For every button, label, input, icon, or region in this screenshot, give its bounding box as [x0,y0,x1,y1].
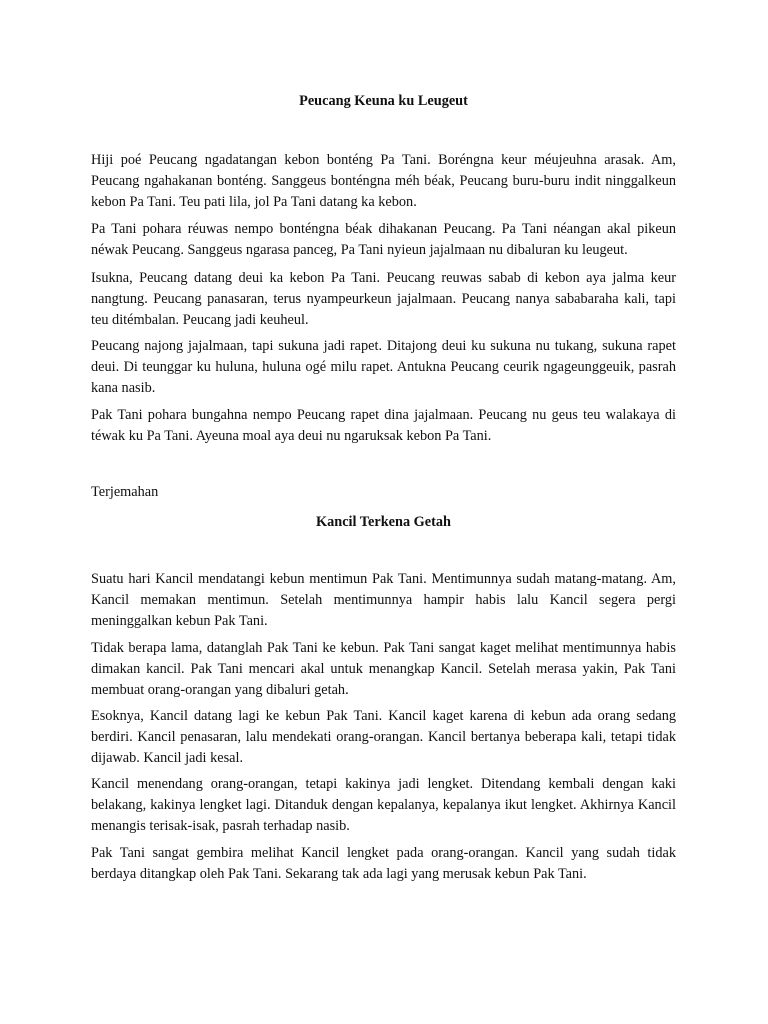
sundanese-paragraph-4: Peucang najong jajalmaan, tapi sukuna jadi rapet. Ditajong deui ku sukuna nu tukang, sukuna rapet deui. Di teunggar ku huluna, huluna ogé milu rapet. Antukna Peucang ceurik ngageunggeuik, pasrah kana nasib. [91,338,676,396]
indonesian-title: Kancil Terkena Getah [315,514,452,530]
sundanese-paragraph-3: Isukna, Peucang datang deui ka kebon Pa Tani. Peucang reuwas sabab di kebon aya jalma keur nangtung. Peucang panasaran, terus nyampeurkeun jajalmaan. Peucang nanya sababaraha kali, tapi teu ditémbalan. Peucang jadi keuheul. [91,270,676,328]
indonesian-paragraph-1: Suatu hari Kancil mendatangi kebun mentimun Pak Tani. Mentimunnya sudah matang-matang. Am, Kancil memakan mentimun. Setelah mentimunnya hampir habis lalu Kancil segera pergi meninggalkan kebun Pak Tani. [91,571,676,629]
sundanese-paragraph-5: Pak Tani pohara bungahna nempo Peucang rapet dina jajalmaan. Peucang nu geus teu walakaya di téwak ku Pa Tani. Ayeuna moal aya deui nu ngaruksak kebon Pa Tani. [91,407,676,444]
sundanese-title: Peucang Keuna ku Leugeut [299,93,468,109]
sundanese-paragraph-2: Pa Tani pohara réuwas nempo bonténgna béak dihakanan Peucang. Pa Tani néangan akal pikeun néwak Peucang. Sanggeus ngarasa panceg, Pa Tani nyieun jajalmaan nu dibaluran ku leugeut. [91,221,676,258]
indonesian-paragraph-2: Tidak berapa lama, datanglah Pak Tani ke kebun. Pak Tani sangat kaget melihat mentimunnya habis dimakan kancil. Pak Tani mencari akal untuk menangkap Kancil. Setelah merasa yakin, Pak Tani membuat orang-orangan yang dibaluri getah. [91,640,676,698]
translation-label: Terjemahan [91,484,159,500]
indonesian-paragraph-5: Pak Tani sangat gembira melihat Kancil lengket pada orang-orangan. Kancil yang sudah tidak berdaya ditangkap oleh Pak Tani. Sekarang tak ada lagi yang merusak kebun Pak Tani. [91,845,676,882]
indonesian-paragraph-3: Esoknya, Kancil datang lagi ke kebun Pak Tani. Kancil kaget karena di kebun ada orang sedang berdiri. Kancil penasaran, lalu mendekati orang-orangan. Kancil bertanya beberapa kali, tetapi tidak dijawab. Kancil jadi kesal. [91,708,676,766]
sundanese-paragraph-1: Hiji poé Peucang ngadatangan kebon bonténg Pa Tani. Boréngna keur méujeuhna arasak. Am, Peucang ngahakanan bonténg. Sanggeus bonténgna méh béak, Peucang buru-buru indit ninggalkeun kebon Pa Tani. Teu pati lila, jol Pa Tani datang ka kebon. [91,152,676,210]
indonesian-paragraph-4: Kancil menendang orang-orangan, tetapi kakinya jadi lengket. Ditendang kembali dengan kaki belakang, kakinya lengket lagi. Ditanduk dengan kepalanya, kepalanya ikut lengket. Akhirnya Kancil menangis terisak-isak, pasrah terhadap nasib. [91,776,676,834]
